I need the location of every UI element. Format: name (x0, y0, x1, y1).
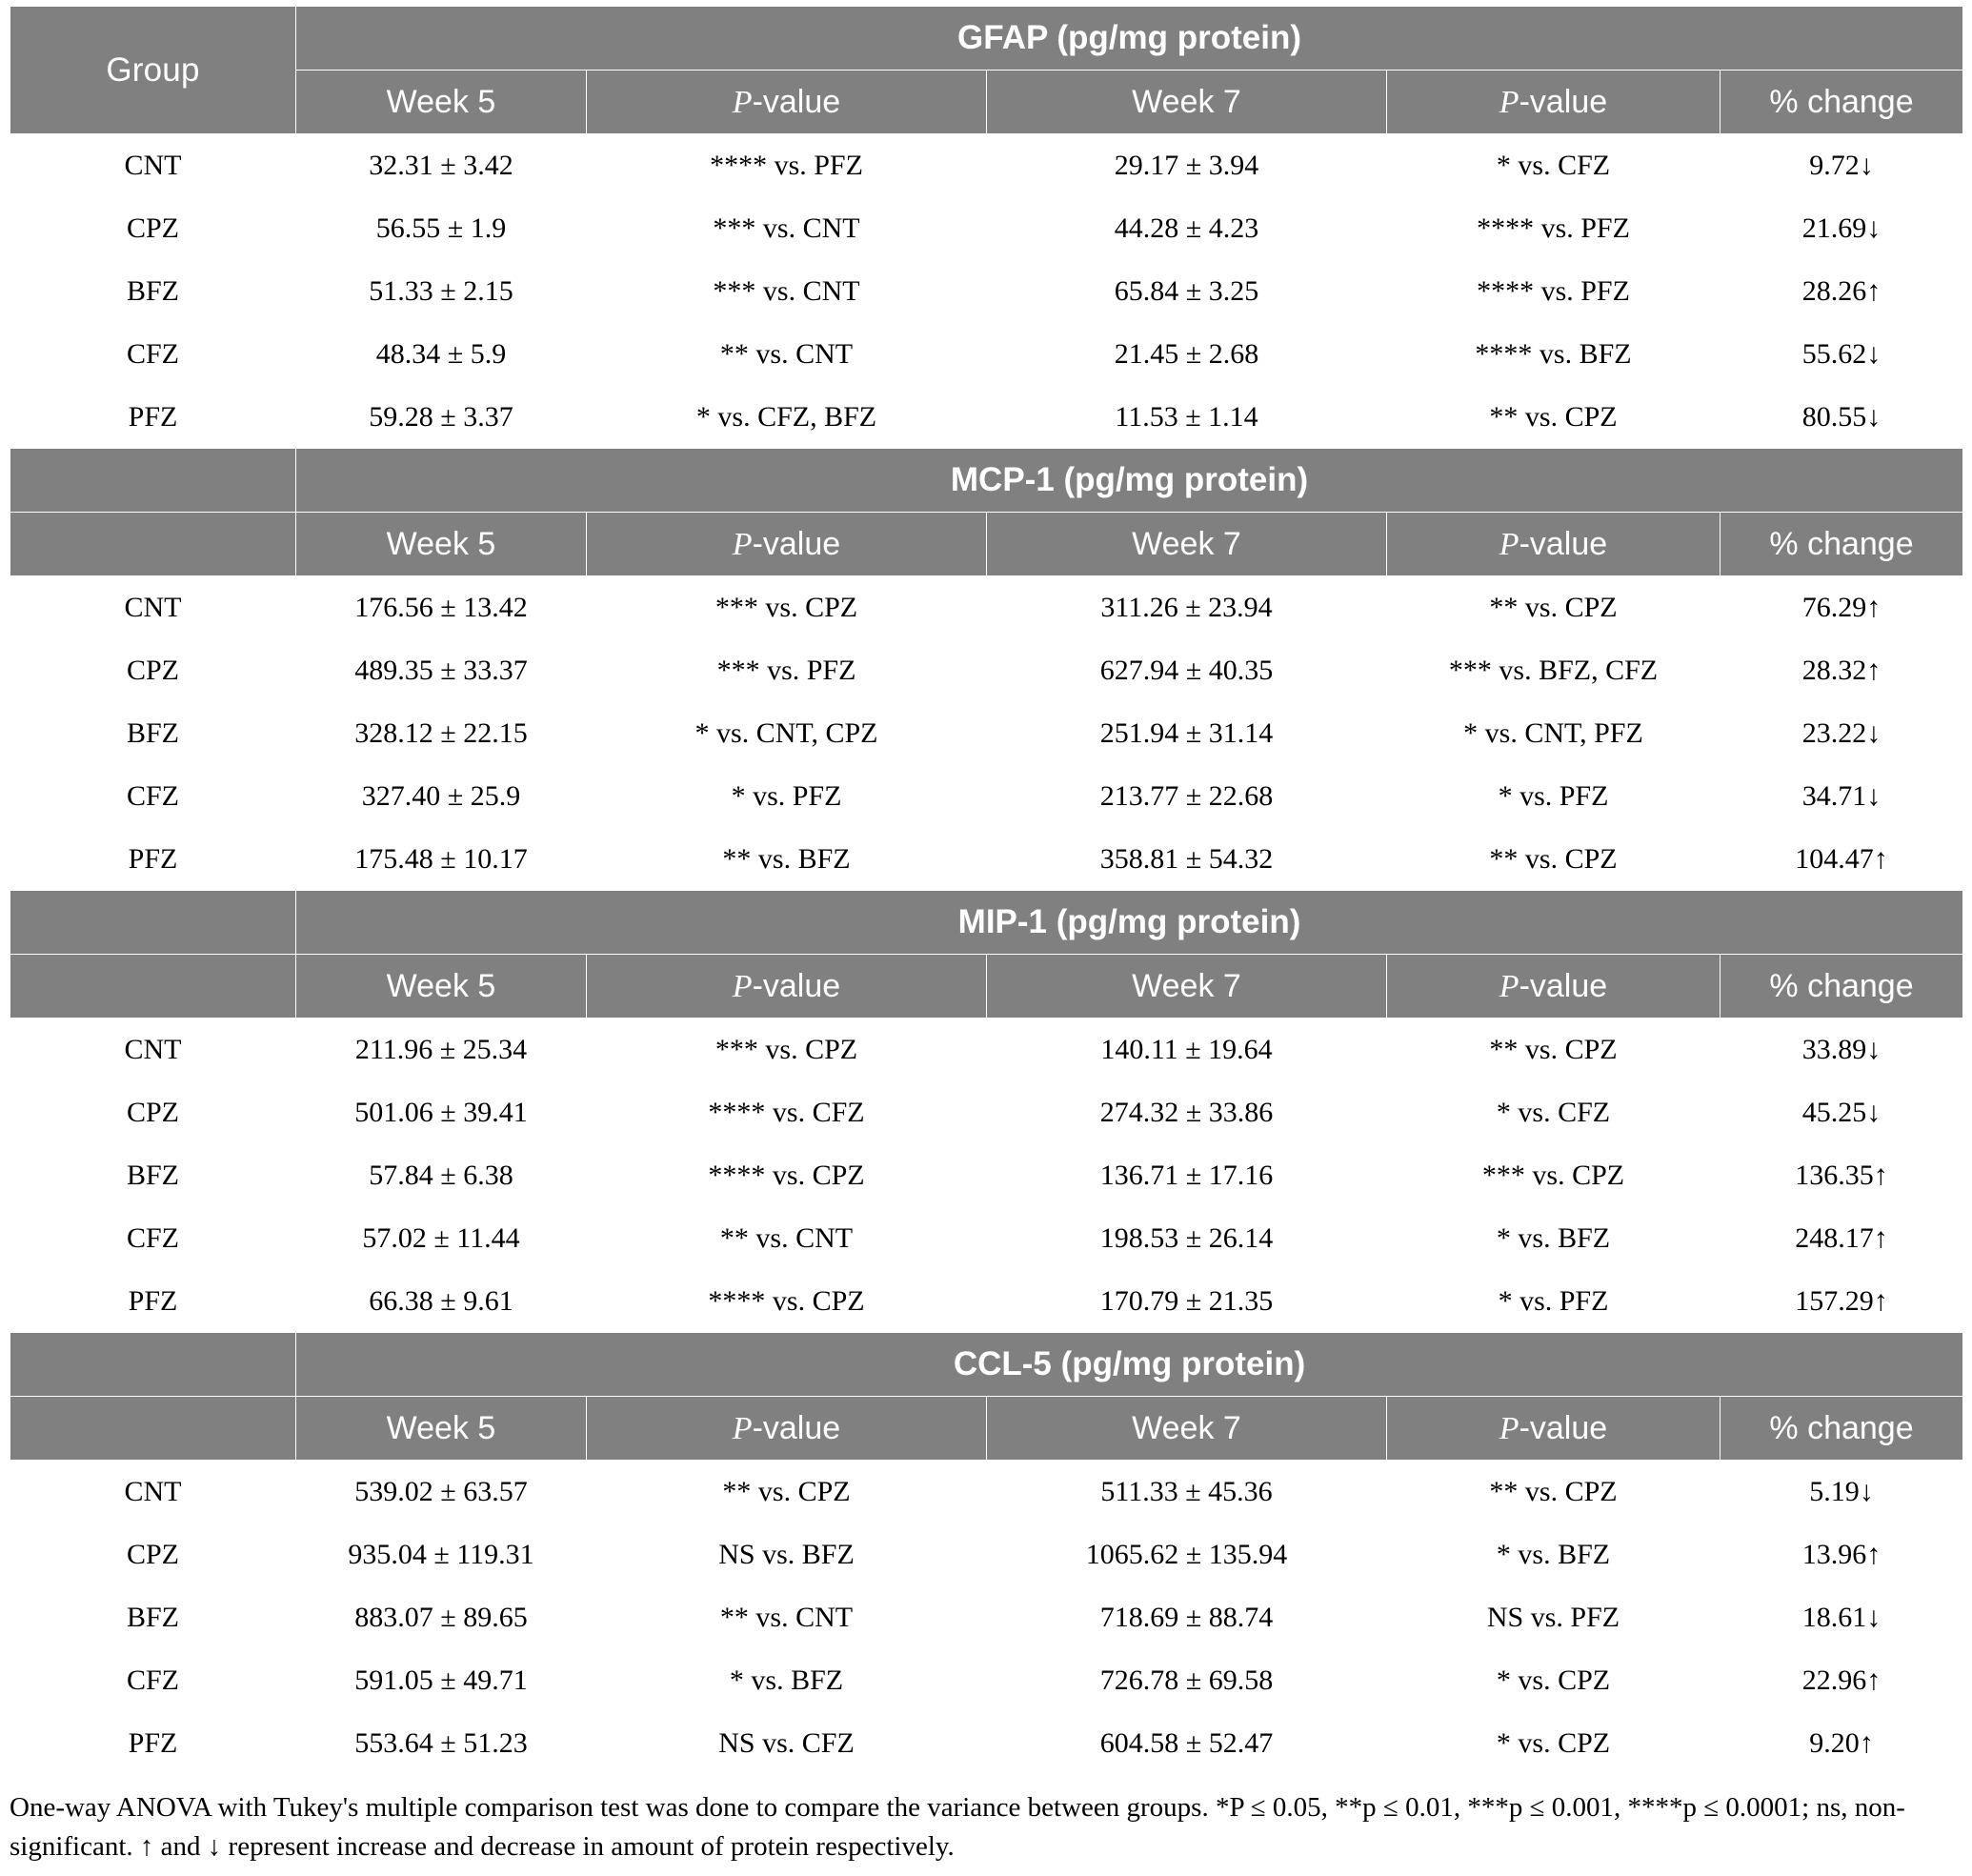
cell-pvalue-week5: *** vs. CPZ (587, 1019, 987, 1081)
column-header-2: Week 7 (987, 955, 1387, 1019)
cell-pvalue-week7: **** vs. PFZ (1387, 197, 1720, 260)
cell-week7: 170.79 ± 21.35 (987, 1270, 1387, 1333)
cell-percent-change: 34.71↓ (1720, 765, 1963, 828)
column-header-0: Week 5 (296, 1397, 587, 1461)
cell-pvalue-week5: ** vs. CNT (587, 1586, 987, 1649)
cell-week5: 51.33 ± 2.15 (296, 260, 587, 323)
section-spacer (10, 891, 296, 955)
column-header-3: P-value (1387, 513, 1720, 576)
cell-group: CNT (10, 576, 296, 639)
section-title-2: MIP-1 (pg/mg protein) (296, 891, 1963, 955)
cell-group: CFZ (10, 765, 296, 828)
column-header-2: Week 7 (987, 513, 1387, 576)
cell-pvalue-week7: * vs. PFZ (1387, 765, 1720, 828)
cell-percent-change: 76.29↑ (1720, 576, 1963, 639)
cell-pvalue-week7: * vs. PFZ (1387, 1270, 1720, 1333)
cell-pvalue-week5: NS vs. CFZ (587, 1712, 987, 1775)
cell-percent-change: 9.72↓ (1720, 134, 1963, 197)
table-row (10, 386, 1963, 449)
table-row (10, 260, 1963, 323)
cell-week7: 627.94 ± 40.35 (987, 639, 1387, 702)
cell-percent-change: 55.62↓ (1720, 323, 1963, 386)
results-table (10, 6, 1963, 1775)
section-spacer (10, 513, 296, 576)
section-title-1: MCP-1 (pg/mg protein) (296, 449, 1963, 513)
cell-week7: 718.69 ± 88.74 (987, 1586, 1387, 1649)
cell-pvalue-week5: NS vs. BFZ (587, 1523, 987, 1586)
cell-group: PFZ (10, 1270, 296, 1333)
cell-percent-change: 28.26↑ (1720, 260, 1963, 323)
cell-percent-change: 23.22↓ (1720, 702, 1963, 765)
column-header-2: Week 7 (987, 1397, 1387, 1461)
cell-pvalue-week5: ** vs. BFZ (587, 828, 987, 891)
cell-pvalue-week7: *** vs. CPZ (1387, 1144, 1720, 1207)
cell-week5: 591.05 ± 49.71 (296, 1649, 587, 1712)
table-row (10, 1523, 1963, 1586)
section-title-0: GFAP (pg/mg protein) (296, 7, 1963, 71)
cell-week5: 553.64 ± 51.23 (296, 1712, 587, 1775)
cell-pvalue-week5: **** vs. CPZ (587, 1144, 987, 1207)
cell-week7: 251.94 ± 31.14 (987, 702, 1387, 765)
cell-group: CNT (10, 1461, 296, 1523)
cell-percent-change: 22.96↑ (1720, 1649, 1963, 1712)
cell-group: PFZ (10, 828, 296, 891)
cell-week5: 57.84 ± 6.38 (296, 1144, 587, 1207)
cell-percent-change: 18.61↓ (1720, 1586, 1963, 1649)
cell-week5: 56.55 ± 1.9 (296, 197, 587, 260)
cell-week5: 327.40 ± 25.9 (296, 765, 587, 828)
cell-group: BFZ (10, 1586, 296, 1649)
cell-week5: 328.12 ± 22.15 (296, 702, 587, 765)
cell-pvalue-week5: *** vs. CPZ (587, 576, 987, 639)
cell-pvalue-week5: * vs. CFZ, BFZ (587, 386, 987, 449)
cell-percent-change: 80.55↓ (1720, 386, 1963, 449)
cell-percent-change: 136.35↑ (1720, 1144, 1963, 1207)
section-title-row (10, 891, 1963, 955)
cell-pvalue-week5: **** vs. CPZ (587, 1270, 987, 1333)
cell-group: BFZ (10, 1144, 296, 1207)
cell-group: CFZ (10, 1649, 296, 1712)
header-group: Group (10, 7, 296, 134)
cell-group: CPZ (10, 639, 296, 702)
column-header-4: % change (1720, 71, 1963, 134)
cell-week5: 489.35 ± 33.37 (296, 639, 587, 702)
cell-week5: 66.38 ± 9.61 (296, 1270, 587, 1333)
cell-week5: 501.06 ± 39.41 (296, 1081, 587, 1144)
cell-pvalue-week7: * vs. CFZ (1387, 134, 1720, 197)
section-title-row (10, 1333, 1963, 1397)
cell-percent-change: 104.47↑ (1720, 828, 1963, 891)
cell-pvalue-week7: NS vs. PFZ (1387, 1586, 1720, 1649)
section-spacer (10, 1333, 296, 1397)
cell-pvalue-week7: **** vs. BFZ (1387, 323, 1720, 386)
section-title-row (10, 449, 1963, 513)
table-row (10, 1081, 1963, 1144)
table-row (10, 134, 1963, 197)
section-title-3: CCL-5 (pg/mg protein) (296, 1333, 1963, 1397)
cell-group: CNT (10, 1019, 296, 1081)
cell-pvalue-week7: ** vs. CPZ (1387, 1461, 1720, 1523)
column-header-4: % change (1720, 955, 1963, 1019)
table-subheader-row (10, 71, 1963, 134)
cell-week5: 176.56 ± 13.42 (296, 576, 587, 639)
cell-group: PFZ (10, 1712, 296, 1775)
section-spacer (10, 955, 296, 1019)
table-row (10, 702, 1963, 765)
cell-pvalue-week7: ** vs. CPZ (1387, 828, 1720, 891)
cell-percent-change: 45.25↓ (1720, 1081, 1963, 1144)
cell-pvalue-week5: *** vs. CNT (587, 260, 987, 323)
table-row (10, 1586, 1963, 1649)
cell-pvalue-week7: * vs. CNT, PFZ (1387, 702, 1720, 765)
cell-week7: 11.53 ± 1.14 (987, 386, 1387, 449)
table-row (10, 576, 1963, 639)
table-row (10, 765, 1963, 828)
cell-pvalue-week5: ** vs. CNT (587, 1207, 987, 1270)
column-header-0: Week 5 (296, 955, 587, 1019)
table-row (10, 323, 1963, 386)
cell-week7: 29.17 ± 3.94 (987, 134, 1387, 197)
cell-week5: 935.04 ± 119.31 (296, 1523, 587, 1586)
cell-percent-change: 28.32↑ (1720, 639, 1963, 702)
cell-percent-change: 21.69↓ (1720, 197, 1963, 260)
column-header-4: % change (1720, 1397, 1963, 1461)
cell-week5: 57.02 ± 11.44 (296, 1207, 587, 1270)
column-header-1: P-value (587, 1397, 987, 1461)
table-row (10, 1144, 1963, 1207)
cell-percent-change: 33.89↓ (1720, 1019, 1963, 1081)
cell-pvalue-week7: ** vs. CPZ (1387, 576, 1720, 639)
cell-pvalue-week7: ** vs. CPZ (1387, 386, 1720, 449)
cell-pvalue-week7: * vs. BFZ (1387, 1207, 1720, 1270)
cell-week7: 274.32 ± 33.86 (987, 1081, 1387, 1144)
cell-week7: 604.58 ± 52.47 (987, 1712, 1387, 1775)
column-header-1: P-value (587, 955, 987, 1019)
cell-pvalue-week7: **** vs. PFZ (1387, 260, 1720, 323)
cell-week5: 32.31 ± 3.42 (296, 134, 587, 197)
cell-pvalue-week7: ** vs. CPZ (1387, 1019, 1720, 1081)
cell-percent-change: 248.17↑ (1720, 1207, 1963, 1270)
section-spacer (10, 1397, 296, 1461)
cell-week5: 175.48 ± 10.17 (296, 828, 587, 891)
cell-week5: 211.96 ± 25.34 (296, 1019, 587, 1081)
cell-pvalue-week5: ** vs. CNT (587, 323, 987, 386)
cell-week7: 65.84 ± 3.25 (987, 260, 1387, 323)
column-header-1: P-value (587, 513, 987, 576)
cell-week7: 511.33 ± 45.36 (987, 1461, 1387, 1523)
table-row (10, 1649, 1963, 1712)
cell-week7: 726.78 ± 69.58 (987, 1649, 1387, 1712)
cell-percent-change: 5.19↓ (1720, 1461, 1963, 1523)
table-row (10, 1207, 1963, 1270)
cell-pvalue-week7: * vs. CPZ (1387, 1649, 1720, 1712)
cell-week7: 136.71 ± 17.16 (987, 1144, 1387, 1207)
cell-pvalue-week7: * vs. CFZ (1387, 1081, 1720, 1144)
cell-week7: 44.28 ± 4.23 (987, 197, 1387, 260)
table-row (10, 1712, 1963, 1775)
cell-pvalue-week5: **** vs. PFZ (587, 134, 987, 197)
cell-week5: 883.07 ± 89.65 (296, 1586, 587, 1649)
column-header-3: P-value (1387, 955, 1720, 1019)
table-row (10, 639, 1963, 702)
column-header-2: Week 7 (987, 71, 1387, 134)
cell-week7: 21.45 ± 2.68 (987, 323, 1387, 386)
cell-group: PFZ (10, 386, 296, 449)
column-header-3: P-value (1387, 1397, 1720, 1461)
column-header-3: P-value (1387, 71, 1720, 134)
cell-pvalue-week7: * vs. BFZ (1387, 1523, 1720, 1586)
cell-pvalue-week5: **** vs. CFZ (587, 1081, 987, 1144)
column-header-0: Week 5 (296, 513, 587, 576)
cell-pvalue-week5: *** vs. CNT (587, 197, 987, 260)
table-row (10, 197, 1963, 260)
table-footnote: One-way ANOVA with Tukey's multiple comparison test was done to compare the variance between groups. *P ≤ 0.05, **p ≤ 0.01, ***p ≤ 0.001, ****p ≤ 0.0001; ns, non-significant. ↑ and ↓ represent increase and decrease in amount of protein respectively. (10, 1792, 1905, 1863)
cell-group: BFZ (10, 260, 296, 323)
table-row (10, 1461, 1963, 1523)
cell-week7: 213.77 ± 22.68 (987, 765, 1387, 828)
cell-week5: 59.28 ± 3.37 (296, 386, 587, 449)
cell-group: CPZ (10, 197, 296, 260)
cell-pvalue-week5: *** vs. PFZ (587, 639, 987, 702)
cell-pvalue-week5: * vs. CNT, CPZ (587, 702, 987, 765)
cell-group: CFZ (10, 1207, 296, 1270)
section-spacer (10, 449, 296, 513)
cell-week7: 198.53 ± 26.14 (987, 1207, 1387, 1270)
column-header-1: P-value (587, 71, 987, 134)
cell-group: CFZ (10, 323, 296, 386)
cell-group: CPZ (10, 1081, 296, 1144)
table-row (10, 828, 1963, 891)
column-header-0: Week 5 (296, 71, 587, 134)
cell-week5: 48.34 ± 5.9 (296, 323, 587, 386)
cell-week7: 140.11 ± 19.64 (987, 1019, 1387, 1081)
cell-group: CNT (10, 134, 296, 197)
cell-percent-change: 9.20↑ (1720, 1712, 1963, 1775)
cell-percent-change: 13.96↑ (1720, 1523, 1963, 1586)
cell-week5: 539.02 ± 63.57 (296, 1461, 587, 1523)
table-header-row (10, 7, 1963, 71)
cell-week7: 1065.62 ± 135.94 (987, 1523, 1387, 1586)
column-header-4: % change (1720, 513, 1963, 576)
table-row (10, 1019, 1963, 1081)
table-subheader-row (10, 955, 1963, 1019)
table-subheader-row (10, 1397, 1963, 1461)
cell-group: BFZ (10, 702, 296, 765)
cell-pvalue-week7: *** vs. BFZ, CFZ (1387, 639, 1720, 702)
table-subheader-row (10, 513, 1963, 576)
cell-week7: 311.26 ± 23.94 (987, 576, 1387, 639)
cell-group: CPZ (10, 1523, 296, 1586)
cell-week7: 358.81 ± 54.32 (987, 828, 1387, 891)
table-row (10, 1270, 1963, 1333)
cell-pvalue-week7: * vs. CPZ (1387, 1712, 1720, 1775)
cell-percent-change: 157.29↑ (1720, 1270, 1963, 1333)
cell-pvalue-week5: ** vs. CPZ (587, 1461, 987, 1523)
cell-pvalue-week5: * vs. PFZ (587, 765, 987, 828)
cell-pvalue-week5: * vs. BFZ (587, 1649, 987, 1712)
